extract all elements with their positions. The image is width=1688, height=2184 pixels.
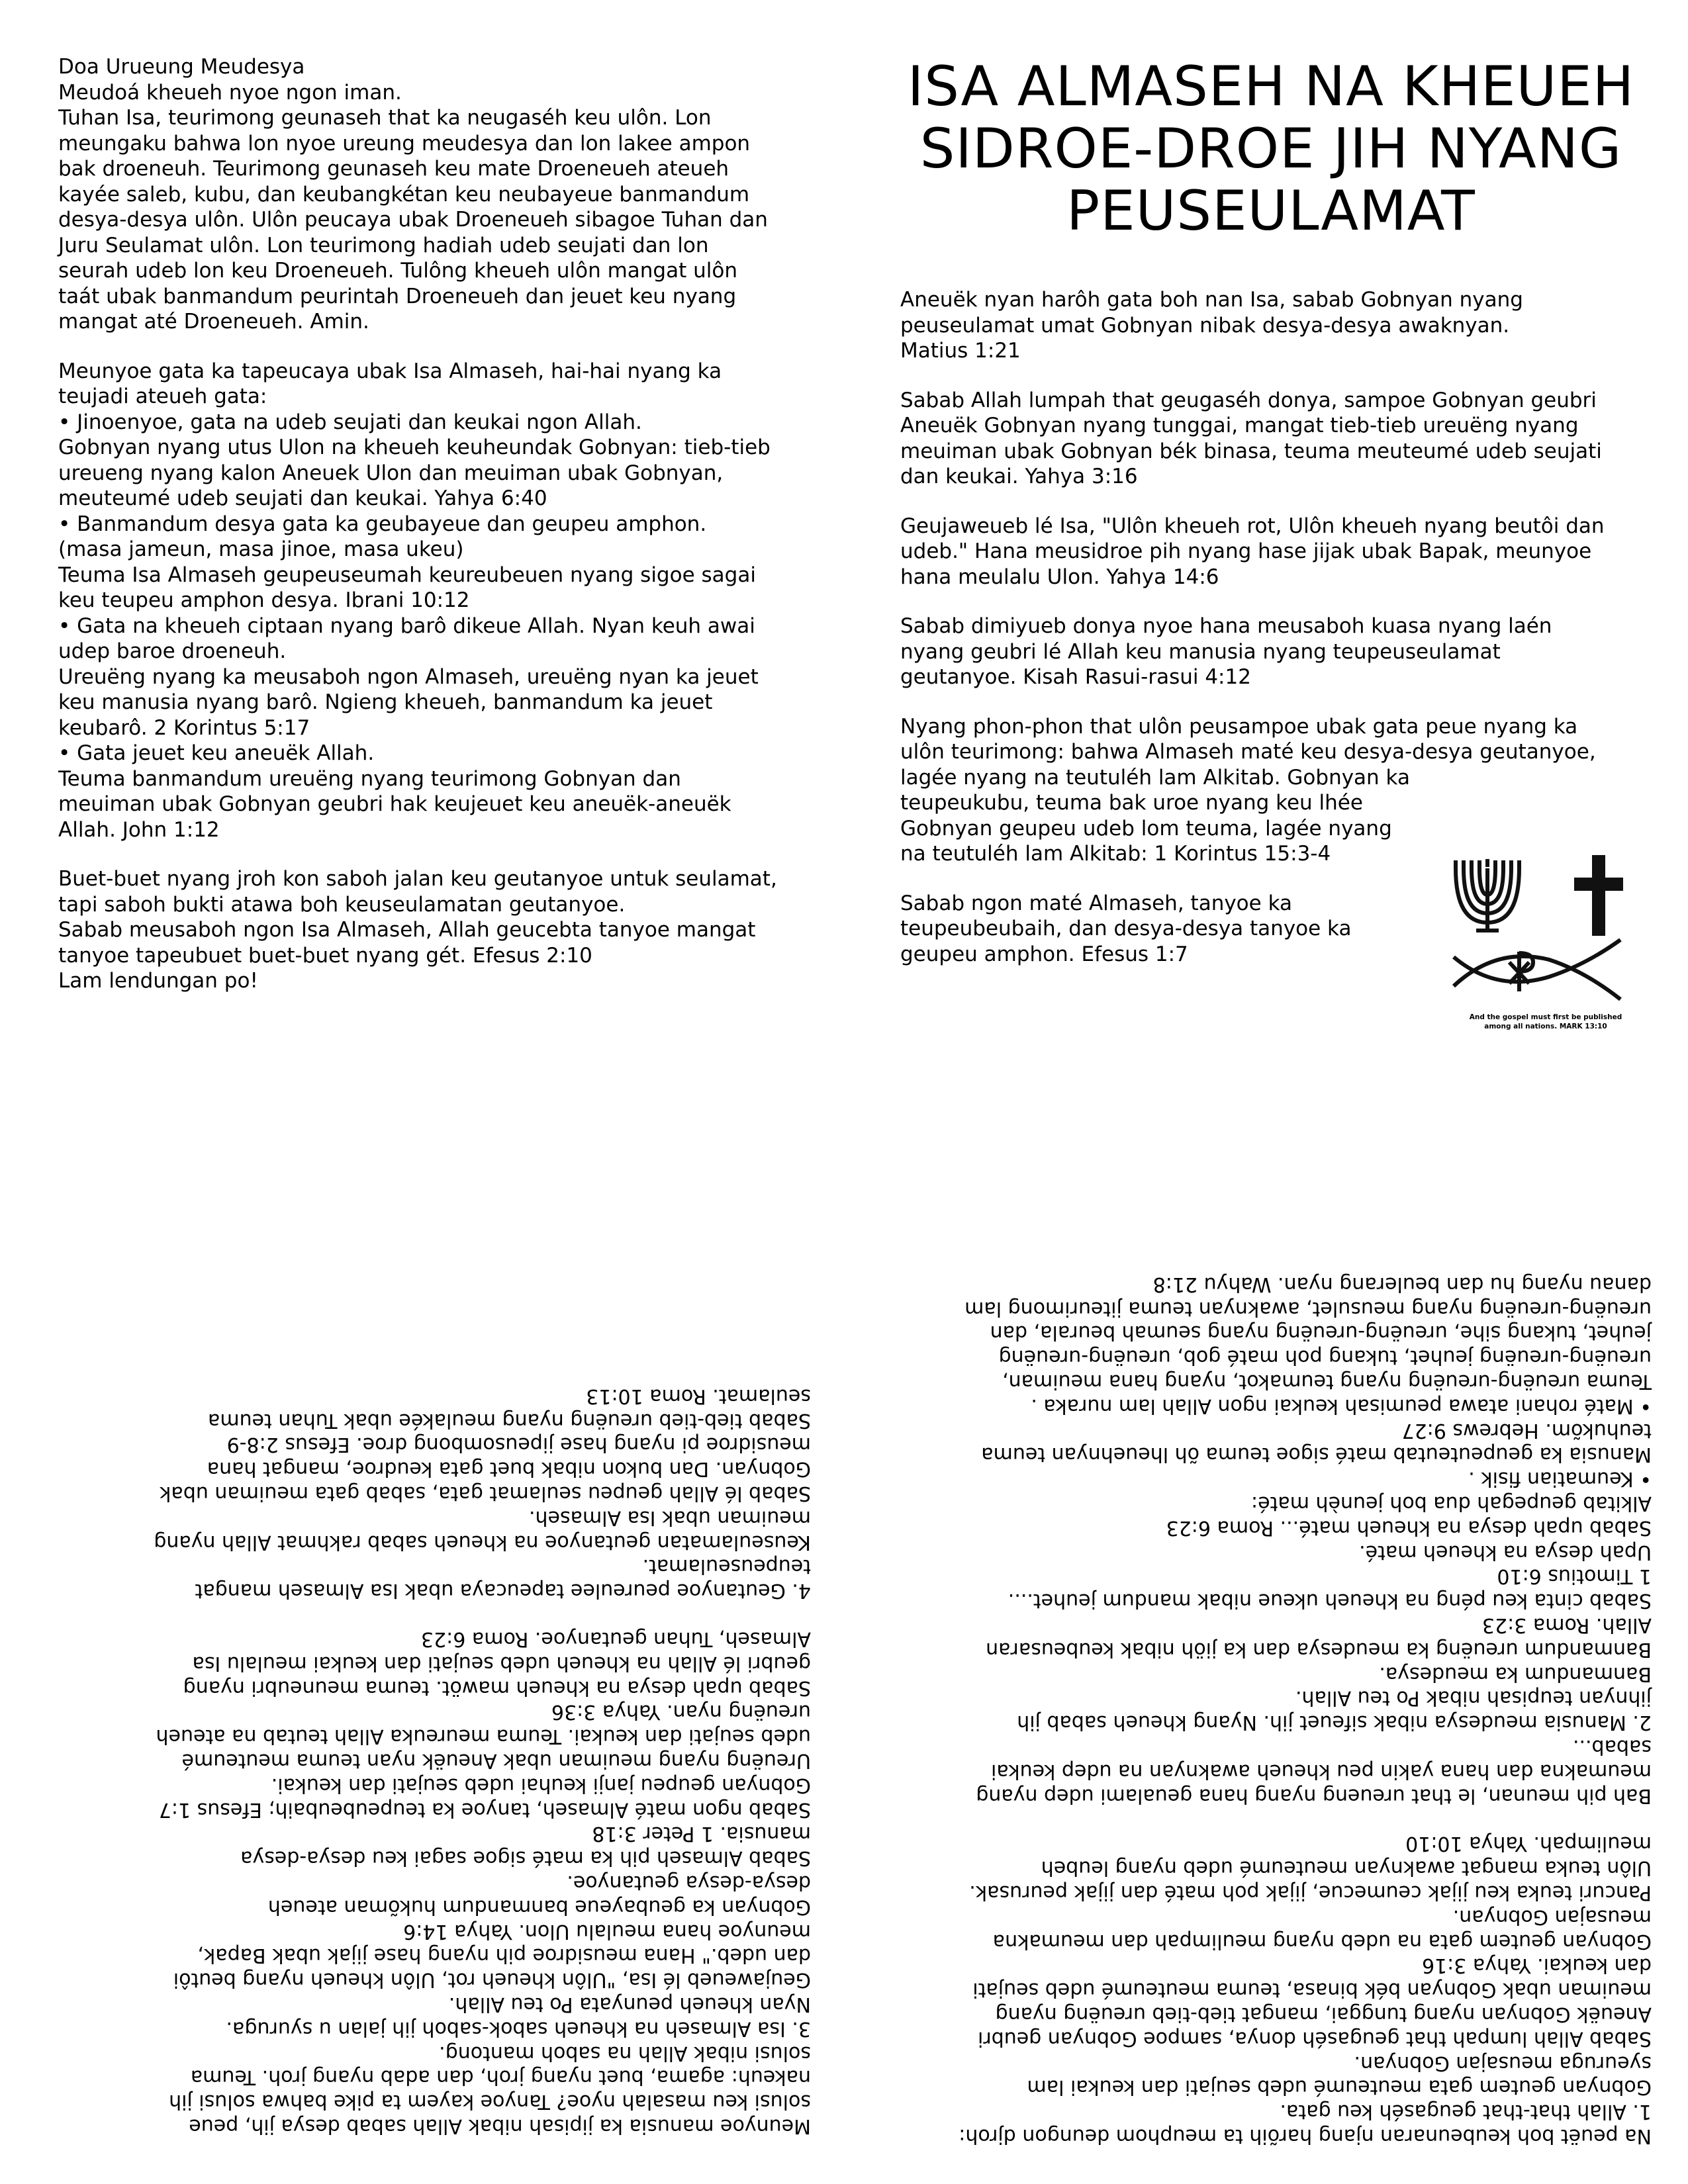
text-line: ureuëng-ureuëng nyang meusulet, awaknyan teuma jiteurimong lam <box>964 1297 1652 1320</box>
paragraph <box>900 388 1642 490</box>
text-line: Meunyoe manusia ka jipisah nibak Allah sabab desya jih, peue <box>189 2115 811 2138</box>
text-line: Geujaweueb lé Isa, "Ulôn kheueh rot, Ulôn kheueh nyang beutôi <box>173 1968 811 1992</box>
text-line: Sabab upah desya na kheueh mawöt. teuma meuneubri nyang <box>183 1676 811 1700</box>
paragraph <box>58 359 820 843</box>
text-line: Ureuëng nyang meuiman ubak Aneuëk nyan teuma meuteumé <box>181 1749 811 1773</box>
text-line: mangat até Droeneueh. Amin. <box>58 310 369 334</box>
text-line: Gobnyan geutem gata meuteumé udeb seujati dan keukai lam <box>1027 2075 1652 2099</box>
paragraph <box>959 1831 1652 2148</box>
text-line: teuhukõm. Hebrews 9:27 <box>1401 1418 1652 1442</box>
text-line: Matius 1:21 <box>900 339 1021 363</box>
text-line: solusi keu masalah nyoe? Tanyoe kayem ta pike bahwa solusi jih <box>169 2090 811 2114</box>
text-line: 1 Timotius 6:10 <box>1497 1565 1652 1588</box>
text-line: desya-desya ulôn. Ulôn peucaya ubak Droeneueh sibagoe Tuhan dan <box>58 208 768 232</box>
text-line: Ureuëng nyang ka meusaboh ngon Almaseh, ureuëng nyan ka jeuet <box>58 664 759 689</box>
text-line: bak droeneuh. Teurimong geunaseh keu mate Droeneueh ateueh <box>58 157 729 181</box>
text-line: meuiman ubak Gobnyan geubri hak keujeuet keu aneuëk-aneuëk <box>58 792 731 816</box>
text-line: Gobnyan. Dan bukon nibak buet gata keudroe, mangat hana <box>207 1457 811 1481</box>
text-line: 1. Allah that-that geugaséh keu gata. <box>1280 2100 1652 2124</box>
paragraph <box>959 1271 1652 1807</box>
text-line: ulôn teurimong: bahwa Almaseh maté keu desya-desya geutanyoe, <box>900 740 1596 764</box>
text-line: Gobnyan geupeu udeb lom teuma, lagée nyang <box>900 816 1392 841</box>
text-line: meuteumé udeb seujati dan keukai. Yahya 6:40 <box>58 486 547 510</box>
text-line: nakeuh: agama, buet nyang jroh, dan adab nyang jroh. Teuma <box>190 2066 811 2089</box>
text-line: Juru Seulamat ulôn. Lon teurimong hadiah udeb seujati dan lon <box>58 233 709 257</box>
text-line: Aneuëk nyan harôh gata boh nan Isa, sabab Gobnyan nyang <box>900 288 1523 312</box>
text-line: udeb seujati dan keukai. Teuma meureuka Allah teutab na ateueh <box>156 1725 811 1749</box>
text-line: hana meulalu Ulon. Yahya 14:6 <box>900 565 1219 589</box>
steps-panel-1-2 <box>917 1155 1652 2148</box>
text-line: Teuma Isa Almaseh geupeuseumah keureubeuen nyang sigoe sagai <box>58 563 756 587</box>
title-line: PEUSEULAMAT <box>1066 179 1476 243</box>
text-line: dan keukai. Yahya 3:16 <box>900 465 1138 488</box>
text-line: geupeu amphon. Efesus 1:7 <box>900 942 1188 966</box>
text-line: na teutuléh lam Alkitab: 1 Korintus 15:3-4 <box>900 842 1331 866</box>
text-line: Geujaweueb lé Isa, "Ulôn kheueh rot, Ulôn kheueh nyang beutôi dan <box>900 514 1605 538</box>
text-line: Buet-buet nyang jroh kon saboh jalan keu geutanyoe untuk seulamat, <box>58 867 777 891</box>
text-line: keu manusia nyang barô. Ngieng kheueh, banmandum ka jeuet <box>58 690 713 714</box>
text-line: seulamat. Roma 10:13 <box>586 1384 811 1408</box>
christian-symbols <box>1450 854 1642 1042</box>
text-line: desya-desya geutanyoe. <box>567 1871 811 1895</box>
text-line: • Jinoenyoe, gata na udeb seujati dan keukai ngon Allah. <box>58 410 642 434</box>
paragraph <box>154 1626 811 2138</box>
text-line: 4. Geutanyoe peureulee tapeucaya ubak Isa Almaseh mangat <box>195 1579 811 1603</box>
text-line: • Maté rohani atawa peumisah keukai ngon Allah lam nuraka . <box>1031 1394 1652 1418</box>
paragraph <box>900 614 1642 690</box>
text-line: Allah. John 1:12 <box>58 817 220 842</box>
text-line: teujadi ateueh gata: <box>58 385 267 408</box>
text-line: • Banmandum desya gata ka geubayeue dan geupeu amphon. <box>58 512 707 536</box>
text-line: • Keumatian fisik . <box>1468 1467 1652 1491</box>
text-line: meunyoe hana meulalu Ulon. Yahya 14:6 <box>403 1919 811 1943</box>
text-line: Sabab Allah lumpah that geugaséh donya, sampoe Gobnyan geubri <box>900 388 1597 412</box>
text-line: sabab... <box>1572 1735 1652 1759</box>
paragraph <box>900 287 1642 364</box>
text-line: ureueng nyang kalon Aneuek Ulon dan meuiman ubak Gobnyan, <box>58 461 724 485</box>
text-line: Sabab Allah lumpah that geugaséh donya, sampoe Gobnyan geubri <box>978 2026 1652 2050</box>
text-line: Sabab meusaboh ngon Isa Almaseh, Allah geucebta tanyoe mangat <box>58 918 756 942</box>
text-line: Meunyoe gata ka tapeucaya ubak Isa Almaseh, hai-hai nyang ka <box>58 359 722 383</box>
text-line: Almaseh, Tuhan geutanyoe. Roma 6:23 <box>420 1627 811 1651</box>
text-line: Pancuri teuka keu jijak ceumecue, jijak poh maté dan jijak peurusak. <box>969 1881 1652 1905</box>
text-line: Sabab upah desya na kheueh maté... Roma 6:23 <box>1166 1516 1652 1539</box>
text-line: peuseulamat umat Gobnyan nibak desya-desya awaknyan. <box>900 313 1510 338</box>
text-line: Bah pih meunan, le that ureueng nyang hana geualami udep nyang <box>976 1784 1652 1807</box>
text-line: Gobnyan geupeu janji keuhai udeb seujati dan keukai. <box>271 1773 811 1797</box>
text-line: Manusia ka geupeuteutab maté sigoe teuma õh lheuehnyan teuma <box>981 1443 1652 1467</box>
text-line: Nyan kheueh peunyata Po teu Allah. <box>448 1993 811 2017</box>
title-panel <box>900 56 1642 991</box>
text-line: dan udeb." Hana meusidroe pih nyang hase jijak ubak Bapak, <box>197 1944 811 1968</box>
caption-line: among all nations. MARK 13:10 <box>1484 1023 1607 1030</box>
text-line: syeuruga meusajan Gobnyan. <box>1354 2051 1652 2075</box>
steps-panel-3-4 <box>63 1224 811 2138</box>
text-line: Tuhan Isa, teurimong geunaseh that ka neugaséh keu ulôn. Lon <box>58 106 712 130</box>
text-line: Meudoá kheueh nyoe ngon iman. <box>58 80 402 105</box>
text-line: meuiman ubak Gobnyan bék binasa, teuma meuteumé udeb seujati <box>972 1978 1652 2002</box>
text-line: Nyang phon-phon that ulôn peusampoe ubak gata peue nyang ka <box>900 714 1578 739</box>
text-line: meulimpah. Yahya 10:10 <box>1405 1832 1652 1856</box>
text-line: (masa jameun, masa jinoe, masa ukeu) <box>58 537 464 561</box>
steps-3-4-body <box>154 1359 811 2138</box>
text-line: ureuëng-ureuëng jeuhet, tukang poh maté gob, ureuëng-ureuëng <box>998 1345 1652 1369</box>
text-line: Banmandum ureuëng ka meudesya dan ka jiöh nibak keubeusaran <box>986 1637 1652 1661</box>
text-line: Sabab cinta keu péng na kheueh ukeue nibak mandum jeuhet.... <box>1008 1589 1652 1613</box>
text-line: • Gata na kheueh ciptaan nyang barô dikeue Allah. Nyan keuh awai <box>58 614 755 638</box>
text-line: Sabab tieb-tieb ureuëng nyang meulakée ubak Tuhan teuma <box>207 1408 811 1432</box>
text-line: seurah udeb lon keu Droeneueh. Tulông kheueh ulôn mangat ulôn <box>58 259 737 283</box>
text-line: nyang geubri lé Allah keu manusia nyang teupeuseulamat <box>900 639 1501 664</box>
symbols-graphic <box>1450 854 1642 1013</box>
text-line: Sabab dimiyueb donya nyoe hana meusaboh kuasa nyang laén <box>900 614 1552 638</box>
text-line: Upah desya na kheueh maté. <box>1359 1540 1652 1564</box>
text-line: Sabab lé Allah geupeu seulamat gata, sabab gata meuiman ubak <box>160 1482 811 1506</box>
text-line: Doa Urueung Meudesya <box>58 55 305 79</box>
text-line: meuiman ubak Gobnyan bék binasa, teuma meuteumé udeb seujati <box>900 439 1602 463</box>
caption-line: And the gospel must first be published <box>1469 1013 1622 1021</box>
text-line: ureuëng nyan. Yahya 3:36 <box>551 1700 811 1724</box>
text-line: teupeukubu, teuma bak uroe nyang keu lhée <box>900 791 1363 815</box>
text-line: tanyoe tapeubuet buet-buet nyang gét. Efesus 2:10 <box>58 943 592 968</box>
cross-icon <box>1574 855 1623 936</box>
text-line: geutanyoe. Kisah Rasui-rasui 4:12 <box>900 665 1251 689</box>
ichthys-chi-rho-icon <box>1454 940 1620 999</box>
text-line: Gobnyan nyang utus Ulon na kheueh keuheundak Gobnyan: tieb-tieb <box>58 435 771 459</box>
text-line: keubarô. 2 Korintus 5:17 <box>58 715 310 740</box>
title-line: ISA ALMASEH NA KHEUEH <box>907 54 1635 118</box>
text-line: Banmandum ka meudesya. <box>1379 1662 1652 1686</box>
text-line: jihnyan teupisah nibak Po teu Allah. <box>1295 1686 1652 1710</box>
text-line: jeuhet, tukang sihe, ureuëng-ureuëng nyang seumah beurala, dan <box>990 1321 1652 1345</box>
text-line: tapi saboh bukti atawa boh keuseulamatan geutanyoe. <box>58 892 626 917</box>
text-line: Gobnyan ka geubayeue banmandum hukõman ateueh <box>267 1895 811 1919</box>
text-line: 2. Manusia meudesya nibak sifeuet jih. Nyang kheueh sabab jih <box>1017 1711 1652 1735</box>
text-line: solusi nibak Allah na saboh mantong. <box>439 2041 811 2065</box>
text-line: udep baroe droeneuh. <box>58 639 287 663</box>
paragraph <box>58 54 820 335</box>
text-line: Teuma ureuëng-ureuëng nyang teumakot, nyang hana meuiman, <box>1002 1370 1652 1394</box>
text-line: meumakna dan hana yakin peu kheueh awaknyan na udep keukai <box>991 1759 1652 1783</box>
text-line: Keuseulamatan geutanyoe na kheueh sabab rakhmat Allah nyang <box>154 1530 811 1554</box>
text-line: kayée saleb, kubu, dan keubangkétan keu neubayeue banmandum <box>58 182 750 206</box>
text-line: Ulôn teuka mangat awaknyan meuteumé udeb nyang leubeh <box>1041 1856 1652 1880</box>
text-line: Sabab Almaseh pih ka maté sigoe sagai keu desya-desya <box>240 1846 811 1870</box>
text-line: • Gata jeuet keu aneuëk Allah. <box>58 741 375 765</box>
paragraph <box>154 1383 811 1602</box>
text-line: meuiman ubak Isa Almaseh. <box>528 1506 811 1529</box>
text-line: meusajan Gobnyan. <box>1452 1905 1652 1929</box>
text-line: Sabab ngon maté Almaseh, tanyoe ka teupeubeubaih; Efesus 1:7 <box>158 1797 811 1821</box>
text-line: Aneuëk Gobnyan nyang tunggai, mangat tieb-tieb ureuëng nyang <box>900 414 1579 437</box>
text-line: Aneuëk Gobnyan nyang tunggai, mangat tieb-tieb ureuëng nyang <box>995 2003 1652 2026</box>
text-line: Lam lendungan po! <box>58 969 258 993</box>
prayer-panel <box>58 54 820 1018</box>
text-line: Na peuët boh keubeunaran njang harõih ta meuphom deungon djroh: <box>959 2124 1652 2148</box>
menorah-icon <box>1454 859 1521 931</box>
text-line: lagée nyang na teutuléh lam Alkitab. Gobnyan ka <box>900 765 1410 790</box>
text-line: dan keukai. Yahya 3:16 <box>1421 1954 1652 1978</box>
text-line: manusia. 1 Peter 3:18 <box>592 1822 811 1846</box>
text-line: Gobnyan geutem gata na udeb nyang meulimpah dan meumakna <box>992 1929 1652 1953</box>
text-line: keu teupeu amphon desya. Ibrani 10:12 <box>58 588 470 612</box>
text-line: Allah. Roma 3:23 <box>1481 1614 1652 1637</box>
text-line: Sabab ngon maté Almaseh, tanyoe ka <box>900 891 1292 915</box>
page-title <box>900 56 1642 242</box>
steps-1-2-body <box>959 1248 1652 2148</box>
text-line: udeb." Hana meusidroe pih nyang hase jijak ubak Bapak, meunyoe <box>900 539 1592 563</box>
text-line: geubri lé Allah na kheueh udeb seujati dan keukai meulalu Isa <box>192 1651 811 1675</box>
paragraph <box>58 866 820 994</box>
title-line: SIDROE-DROE JIH NYANG <box>919 116 1622 181</box>
scripture-caption <box>1450 1013 1642 1031</box>
text-line: meusidroe pi nyang hase jipeusombong droe. Efesus 2:8-9 <box>226 1433 811 1457</box>
text-line: teupeuseulamat. <box>642 1555 811 1578</box>
text-line: taát ubak banmandum peurintah Droeneueh dan jeuet keu nyang <box>58 284 737 308</box>
paragraph <box>900 514 1642 590</box>
text-line: Teuma banmandum ureuëng nyang teurimong Gobnyan dan <box>58 766 681 791</box>
text-line: Alkitab geupegah dua boh jeunèh maté: <box>1251 1492 1652 1516</box>
text-line: meungaku bahwa lon nyoe ureung meudesya dan lon lakee ampon <box>58 131 751 156</box>
text-line: 3. Isa Almaseh na kheueh sabok-saboh jih jalan u syuruga. <box>226 2017 811 2040</box>
text-line: danau nyang hu dan beulerang nyan. Wahyu 21:8 <box>1152 1272 1652 1296</box>
text-line: teupeubeubaih, dan desya-desya tanyoe ka <box>900 917 1352 940</box>
paragraph <box>900 714 1642 867</box>
